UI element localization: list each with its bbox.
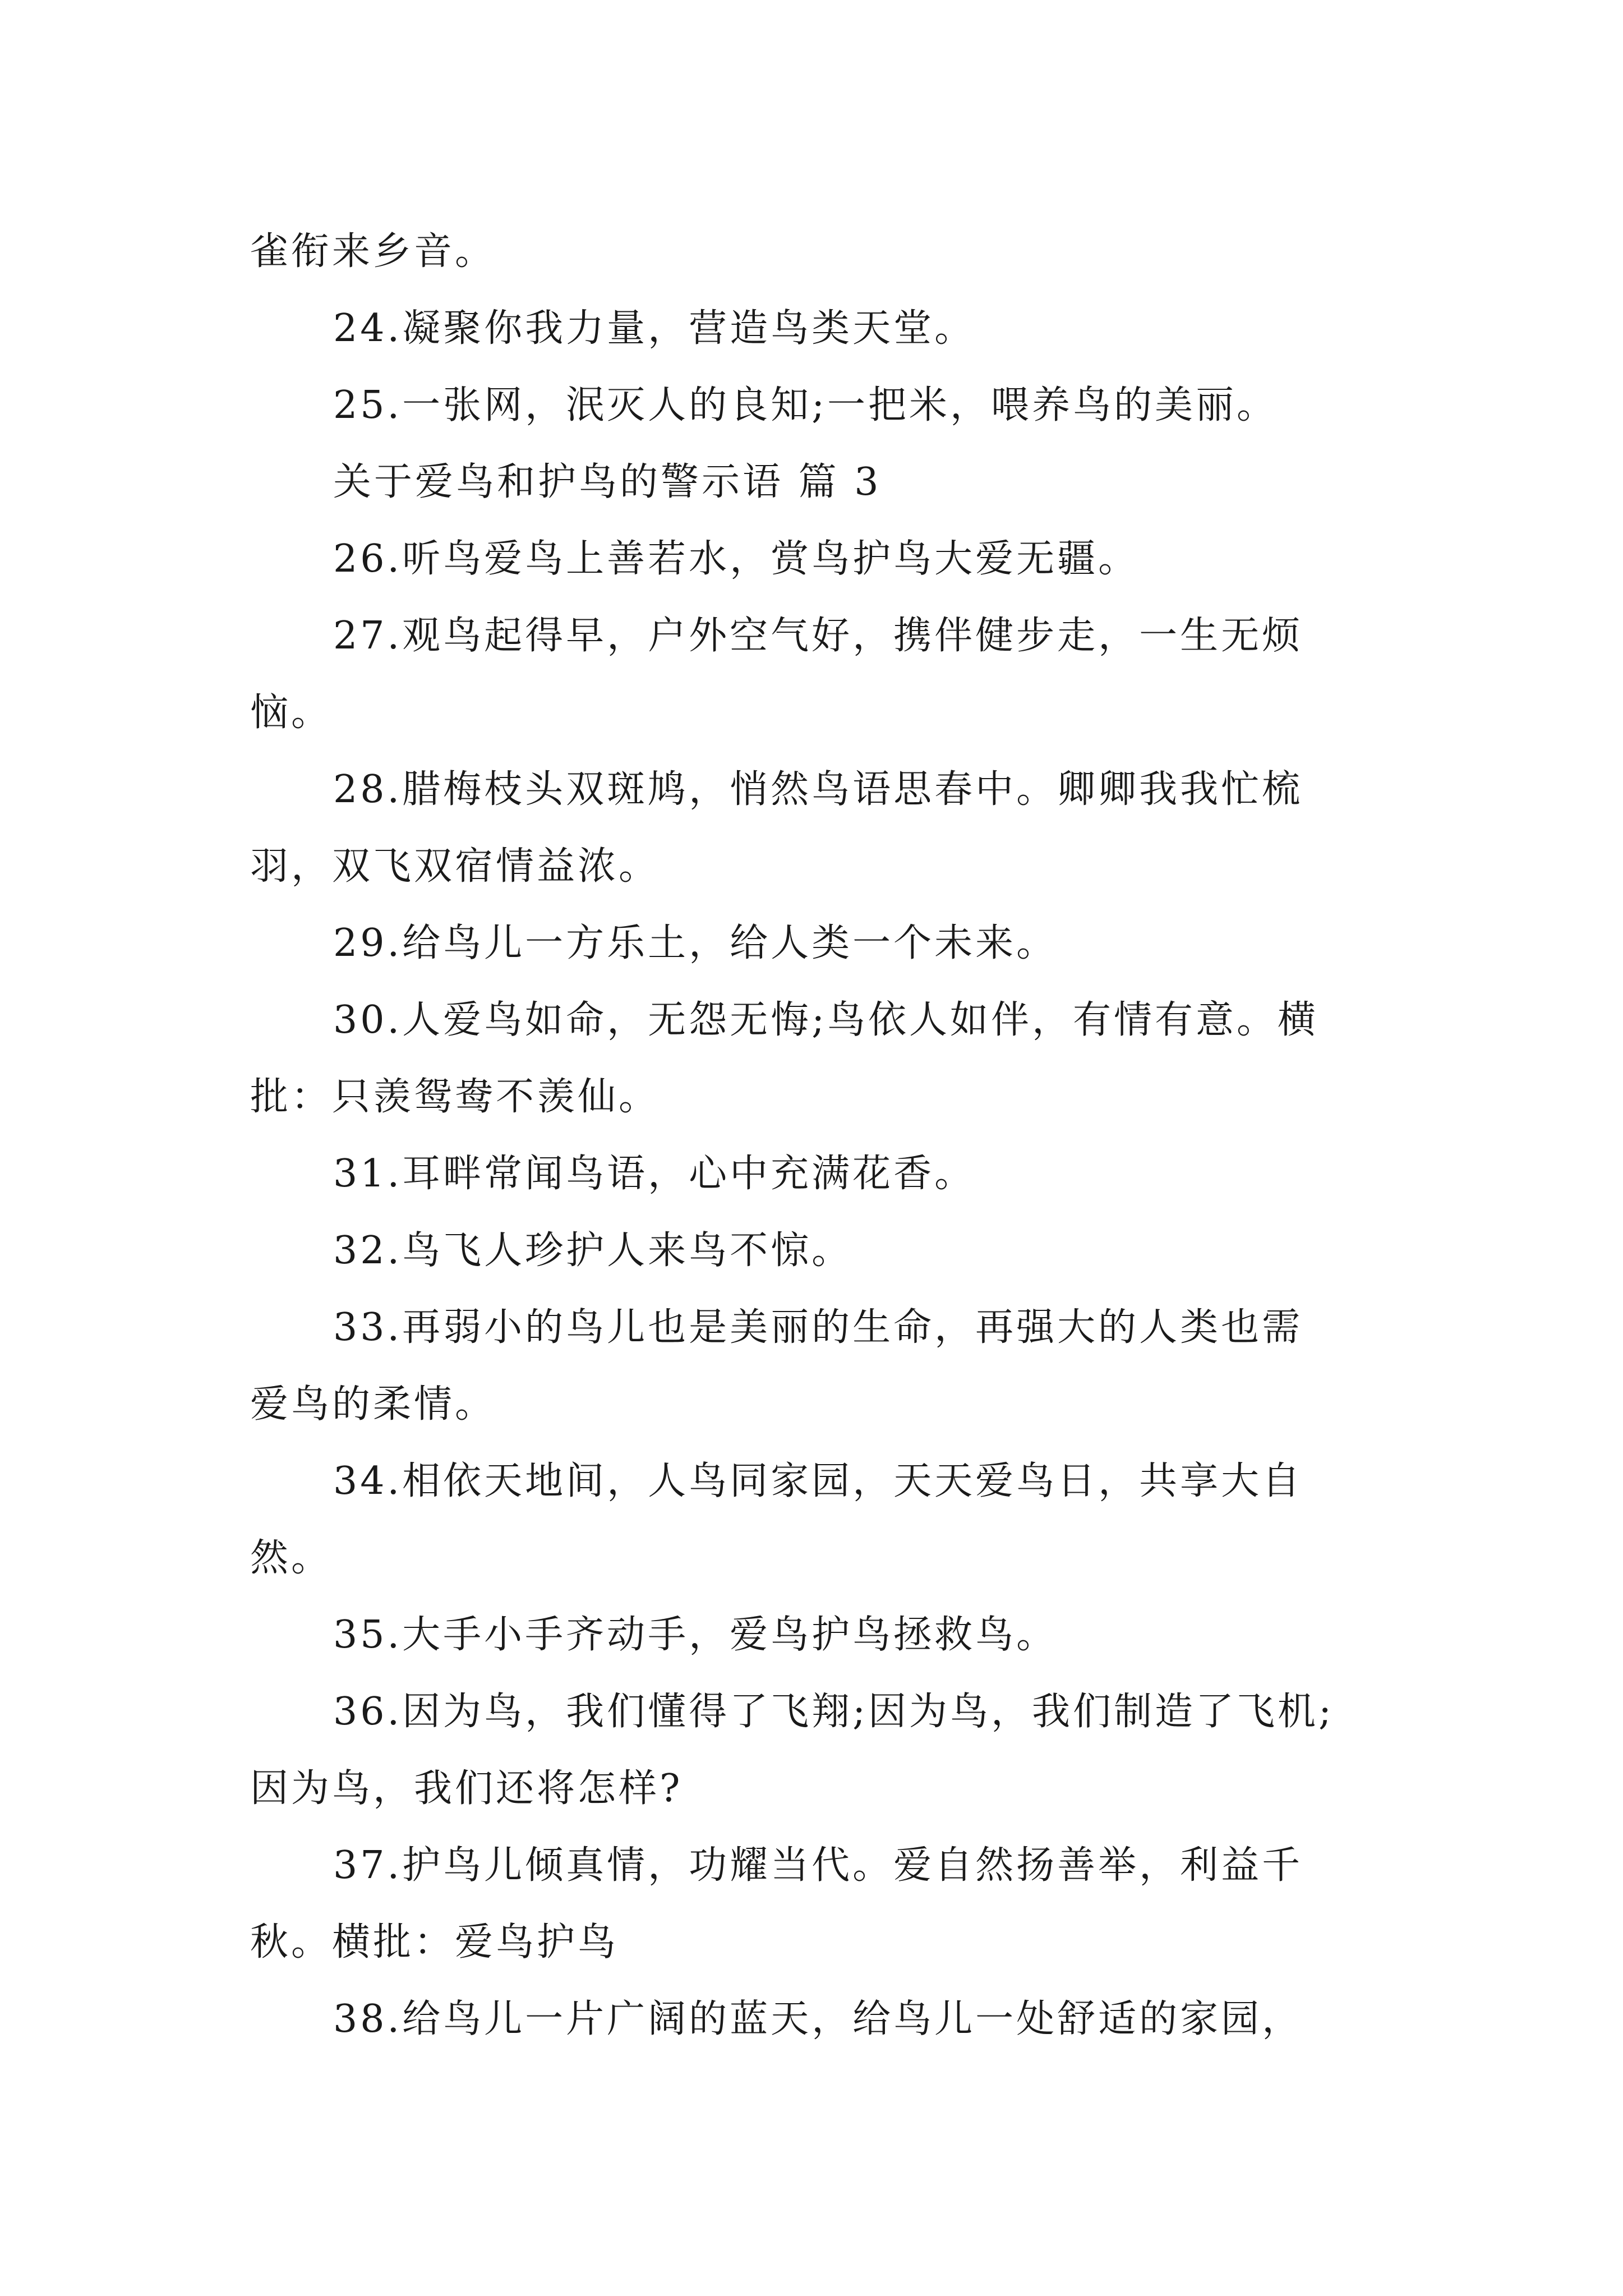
slogan-30: 30.人爱鸟如命，无怨无悔;鸟依人如伴，有情有意。横 [333, 998, 1319, 1042]
section-heading: 关于爱鸟和护鸟的警示语 篇 3 [333, 460, 882, 504]
slogan-29: 29.给鸟儿一方乐土，给人类一个未来。 [333, 921, 1058, 965]
slogan-28: 28.腊梅枝头双斑鸠，悄然鸟语思春中。卿卿我我忙梳 [333, 767, 1303, 812]
slogan-24: 24.凝聚你我力量，营造鸟类天堂。 [333, 306, 976, 351]
text-line: 雀衔来乡音。 [250, 229, 496, 274]
slogan-34: 34.相依天地间，人鸟同家园，天天爱鸟日，共享大自 [333, 1459, 1303, 1503]
text-line: 羽，双飞双宿情益浓。 [250, 844, 660, 889]
slogan-26: 26.听鸟爱鸟上善若水，赏鸟护鸟大爱无疆。 [333, 537, 1140, 581]
slogan-36: 36.因为鸟，我们懂得了飞翔;因为鸟，我们制造了飞机; [333, 1690, 1334, 1734]
slogan-27: 27.观鸟起得早，户外空气好，携伴健步走，一生无烦 [333, 614, 1303, 658]
slogan-25: 25.一张网，泯灭人的良知;一把米，喂养鸟的美丽。 [333, 383, 1278, 427]
text-line: 因为鸟，我们还将怎样? [250, 1766, 683, 1811]
slogan-31: 31.耳畔常闻鸟语，心中充满花香。 [333, 1152, 976, 1196]
slogan-38: 38.给鸟儿一片广阔的蓝天，给鸟儿一处舒适的家园， [333, 1997, 1303, 2041]
text-line: 秋。横批：爱鸟护鸟 [250, 1920, 619, 1964]
slogan-32: 32.鸟飞人珍护人来鸟不惊。 [333, 1228, 853, 1273]
slogan-35: 35.大手小手齐动手，爱鸟护鸟拯救鸟。 [333, 1613, 1058, 1657]
text-line: 然。 [250, 1536, 333, 1580]
document-body [250, 213, 1386, 2058]
slogan-37: 37.护鸟儿倾真情，功耀当代。爱自然扬善举，利益千 [333, 1843, 1303, 1888]
text-line: 爱鸟的柔情。 [250, 1382, 496, 1427]
slogan-33: 33.再弱小的鸟儿也是美丽的生命，再强大的人类也需 [333, 1305, 1303, 1350]
text-line: 批：只羡鸳鸯不羡仙。 [250, 1075, 660, 1119]
text-line: 恼。 [250, 691, 333, 735]
